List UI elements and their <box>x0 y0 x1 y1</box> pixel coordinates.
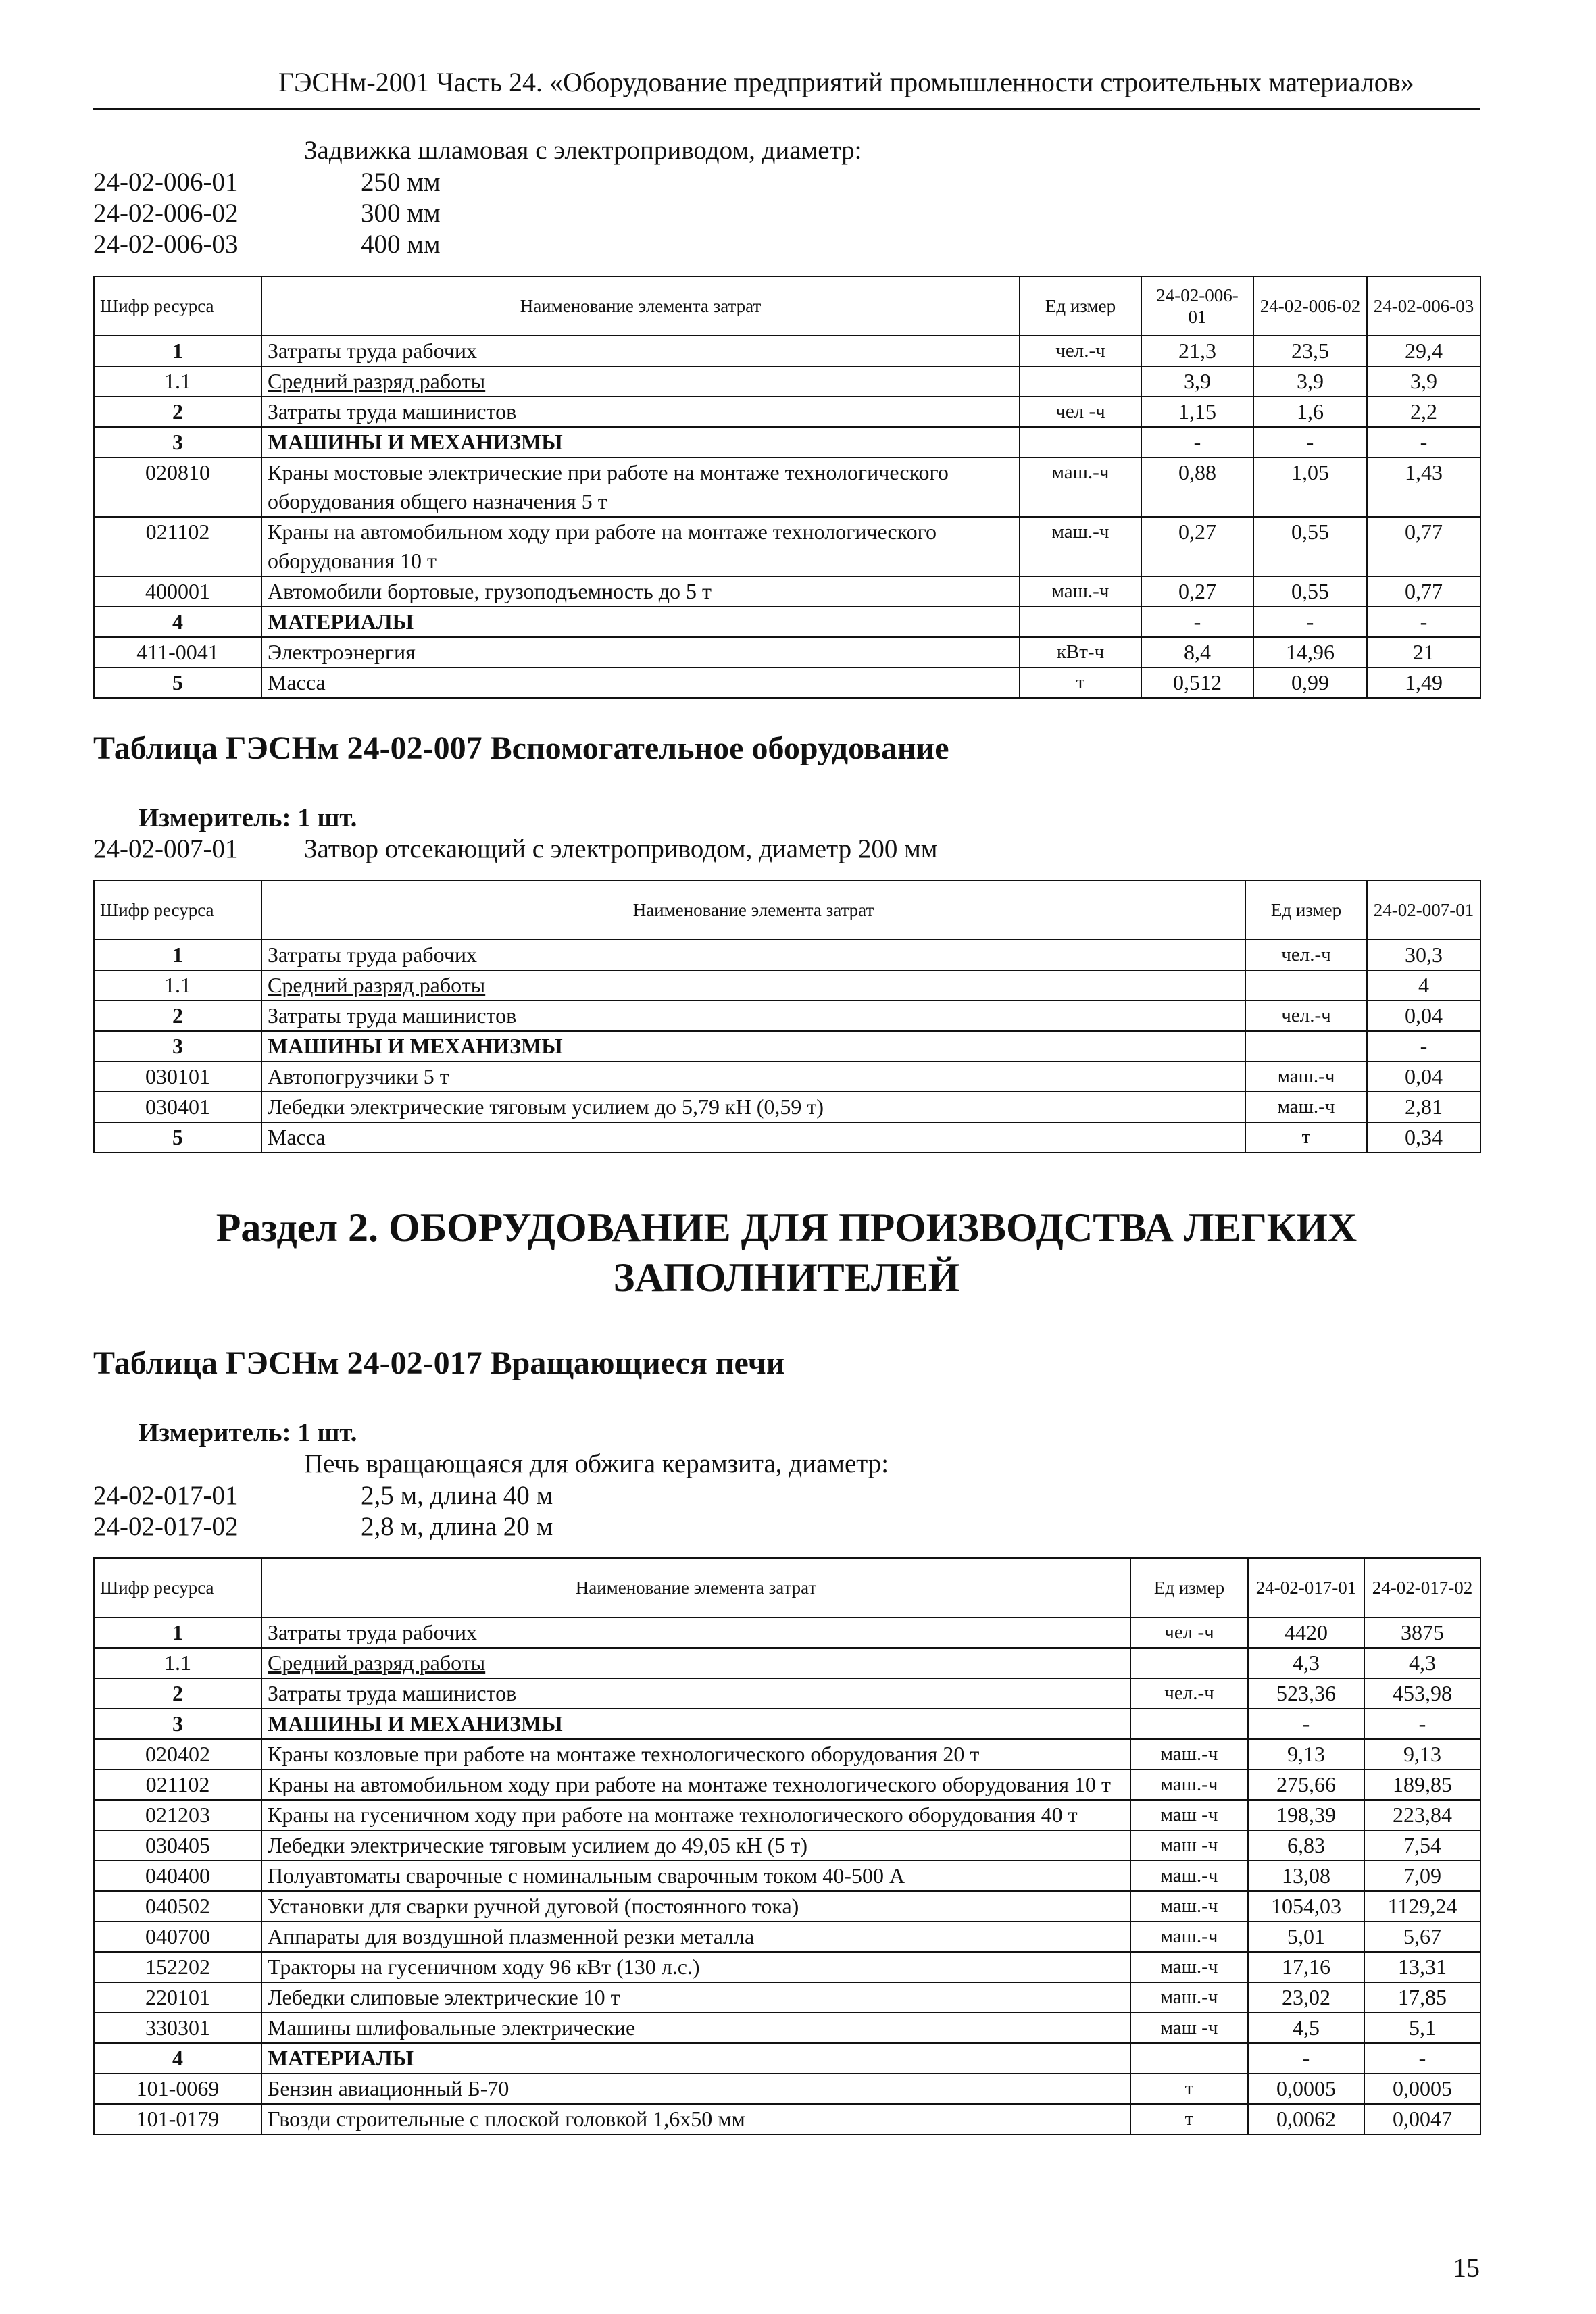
section-heading-line: ЗАПОЛНИТЕЛЕЙ <box>613 1255 960 1300</box>
cell-unit: чел -ч <box>1020 397 1141 427</box>
cell-value: 0,27 <box>1141 576 1253 607</box>
col-header-value: 24-02-017-01 <box>1248 1558 1364 1617</box>
col-header-value: 24-02-006-02 <box>1253 276 1367 336</box>
cell-name: Лебедки слиповые электрические 10 т <box>261 1982 1130 2013</box>
cell-code: 1 <box>94 336 261 366</box>
meter-value: 1 шт. <box>297 803 357 832</box>
cell-value: 23,02 <box>1248 1982 1364 2013</box>
cell-name: МАШИНЫ И МЕХАНИЗМЫ <box>261 427 1020 457</box>
cell-code: 330301 <box>94 2013 261 2043</box>
cell-name: Установки для сварки ручной дуговой (постоянного тока) <box>261 1891 1130 1921</box>
cell-value: 0,34 <box>1367 1122 1480 1153</box>
cell-value: 0,77 <box>1367 517 1480 576</box>
resource-table-1 <box>93 276 1481 699</box>
table2-item-code: 24-02-007-01 <box>93 834 239 863</box>
cell-code: 1 <box>94 1617 261 1648</box>
cell-unit <box>1130 1709 1248 1739</box>
table-row <box>94 576 1480 607</box>
col-header-value: 24-02-006-03 <box>1367 276 1480 336</box>
cell-name: Масса <box>261 668 1020 698</box>
cell-unit: маш -ч <box>1130 2013 1248 2043</box>
table-row <box>94 1952 1480 1982</box>
cell-value: 453,98 <box>1364 1678 1480 1709</box>
cell-value: 4,3 <box>1364 1648 1480 1678</box>
cell-code: 1.1 <box>94 970 261 1001</box>
meter-label: Измеритель: <box>139 803 291 832</box>
cell-value: 13,08 <box>1248 1861 1364 1891</box>
cell-value: - <box>1141 607 1253 637</box>
cell-value: 4,3 <box>1248 1648 1364 1678</box>
table3-code: 24-02-017-02 <box>93 1512 239 1541</box>
cell-name: Масса <box>261 1122 1245 1153</box>
cell-name: Машины шлифовальные электрические <box>261 2013 1130 2043</box>
table-row <box>94 397 1480 427</box>
cell-name: Затраты труда рабочих <box>261 336 1020 366</box>
table-row <box>94 1648 1480 1678</box>
block1-size: 250 мм <box>361 168 441 197</box>
cell-unit: маш.-ч <box>1130 1861 1248 1891</box>
block1-sizes <box>361 167 441 260</box>
cell-unit <box>1245 970 1367 1001</box>
cell-value: 1129,24 <box>1364 1891 1480 1921</box>
cell-value: - <box>1364 2043 1480 2073</box>
cell-unit: маш.-ч <box>1130 1769 1248 1800</box>
table2-title: Таблица ГЭСНм 24-02-007 Вспомогательное оборудование <box>93 730 949 766</box>
cell-unit: маш.-ч <box>1020 517 1141 576</box>
cell-code: 4 <box>94 2043 261 2073</box>
block1-code: 24-02-006-03 <box>93 230 239 259</box>
table-row <box>94 1122 1480 1153</box>
cell-value: 5,67 <box>1364 1921 1480 1952</box>
table-row <box>94 1800 1480 1830</box>
table-row <box>94 637 1480 668</box>
cell-value: 7,09 <box>1364 1861 1480 1891</box>
table-row <box>94 1031 1480 1061</box>
cell-name: Краны на гусеничном ходу при работе на монтаже технологического оборудования 40 т <box>261 1800 1130 1830</box>
cell-value: 1,49 <box>1367 668 1480 698</box>
col-header-code: Шифр ресурса <box>94 880 261 940</box>
cell-value: - <box>1253 607 1367 637</box>
cell-code: 5 <box>94 668 261 698</box>
cell-value: 1,6 <box>1253 397 1367 427</box>
cell-code: 4 <box>94 607 261 637</box>
cell-unit: маш -ч <box>1130 1830 1248 1861</box>
cell-code: 020810 <box>94 457 261 517</box>
cell-value: 1,43 <box>1367 457 1480 517</box>
cell-unit <box>1130 2043 1248 2073</box>
cell-code: 040502 <box>94 1891 261 1921</box>
table-row <box>94 1830 1480 1861</box>
cell-name: Средний разряд работы <box>261 366 1020 397</box>
cell-unit <box>1020 607 1141 637</box>
cell-name: Затраты труда машинистов <box>261 397 1020 427</box>
cell-code: 152202 <box>94 1952 261 1982</box>
cell-unit: кВт-ч <box>1020 637 1141 668</box>
col-header-name: Наименование элемента затрат <box>261 880 1245 940</box>
cell-code: 101-0069 <box>94 2073 261 2104</box>
table-row <box>94 1739 1480 1769</box>
table-row <box>94 1769 1480 1800</box>
cell-value: 0,0047 <box>1364 2104 1480 2134</box>
cell-value: - <box>1248 1709 1364 1739</box>
cell-unit <box>1020 427 1141 457</box>
cell-code: 030405 <box>94 1830 261 1861</box>
cell-value: 30,3 <box>1367 940 1480 970</box>
block1-size: 300 мм <box>361 199 441 228</box>
cell-code: 2 <box>94 1001 261 1031</box>
cell-unit: т <box>1020 668 1141 698</box>
section-heading <box>93 1203 1480 1303</box>
resource-table-2 <box>93 880 1481 1153</box>
cell-name: Краны на автомобильном ходу при работе на монтаже технологического оборудования 10 т <box>261 517 1020 576</box>
cell-name: Лебедки электрические тяговым усилием до 49,05 кН (5 т) <box>261 1830 1130 1861</box>
cell-unit: маш.-ч <box>1130 1982 1248 2013</box>
table3-code: 24-02-017-01 <box>93 1481 239 1510</box>
cell-code: 220101 <box>94 1982 261 2013</box>
cell-unit: чел.-ч <box>1020 336 1141 366</box>
table-row <box>94 1061 1480 1092</box>
cell-name: МАШИНЫ И МЕХАНИЗМЫ <box>261 1709 1130 1739</box>
cell-unit: чел.-ч <box>1245 1001 1367 1031</box>
cell-value: 189,85 <box>1364 1769 1480 1800</box>
table-row <box>94 2043 1480 2073</box>
cell-code: 1 <box>94 940 261 970</box>
cell-code: 2 <box>94 1678 261 1709</box>
cell-code: 5 <box>94 1122 261 1153</box>
table3-subtitle: Печь вращающаяся для обжига керамзита, диаметр: <box>304 1449 889 1478</box>
cell-value: - <box>1253 427 1367 457</box>
cell-unit: т <box>1130 2073 1248 2104</box>
cell-value: 7,54 <box>1364 1830 1480 1861</box>
cell-name: Затраты труда машинистов <box>261 1001 1245 1031</box>
table-row <box>94 607 1480 637</box>
running-header: ГЭСНм-2001 Часть 24. «Оборудование предприятий промышленности строительных материалов» <box>278 67 1414 97</box>
cell-value: 198,39 <box>1248 1800 1364 1830</box>
col-header-unit: Ед измер <box>1020 276 1141 336</box>
table-row <box>94 1709 1480 1739</box>
cell-name: Средний разряд работы <box>261 1648 1130 1678</box>
table-row <box>94 336 1480 366</box>
cell-unit: маш.-ч <box>1020 576 1141 607</box>
cell-code: 021102 <box>94 1769 261 1800</box>
cell-value: 3,9 <box>1141 366 1253 397</box>
cell-value: 223,84 <box>1364 1800 1480 1830</box>
cell-value: 1,05 <box>1253 457 1367 517</box>
cell-unit <box>1020 366 1141 397</box>
cell-unit: маш.-ч <box>1130 1739 1248 1769</box>
cell-name: Электроэнергия <box>261 637 1020 668</box>
cell-value: 21 <box>1367 637 1480 668</box>
cell-name: Средний разряд работы <box>261 970 1245 1001</box>
cell-unit: маш.-ч <box>1245 1092 1367 1122</box>
cell-code: 411-0041 <box>94 637 261 668</box>
cell-value: 3875 <box>1364 1617 1480 1648</box>
cell-code: 040700 <box>94 1921 261 1952</box>
cell-name: Затраты труда машинистов <box>261 1678 1130 1709</box>
col-header-unit: Ед измер <box>1245 880 1367 940</box>
cell-unit: маш -ч <box>1130 1800 1248 1830</box>
table3-size: 2,8 м, длина 20 м <box>361 1512 553 1541</box>
cell-value: 23,5 <box>1253 336 1367 366</box>
page-number: 15 <box>1453 2253 1480 2283</box>
cell-code: 3 <box>94 1031 261 1061</box>
table3-title: Таблица ГЭСНм 24-02-017 Вращающиеся печи <box>93 1345 785 1381</box>
table2-meter <box>139 803 357 834</box>
table-row <box>94 2013 1480 2043</box>
block1-title: Задвижка шламовая с электроприводом, диаметр: <box>304 136 862 165</box>
col-header-value: 24-02-007-01 <box>1367 880 1480 940</box>
table-row <box>94 1092 1480 1122</box>
cell-name: Краны мостовые электрические при работе на монтаже технологического оборудования общего назначения 5 т <box>261 457 1020 517</box>
col-header-name: Наименование элемента затрат <box>261 276 1020 336</box>
table3-size: 2,5 м, длина 40 м <box>361 1481 553 1510</box>
table3-sizes <box>361 1480 553 1542</box>
cell-value: 5,1 <box>1364 2013 1480 2043</box>
cell-name: Затраты труда рабочих <box>261 1617 1130 1648</box>
cell-code: 021102 <box>94 517 261 576</box>
cell-name: МАШИНЫ И МЕХАНИЗМЫ <box>261 1031 1245 1061</box>
cell-code: 2 <box>94 397 261 427</box>
table-row <box>94 366 1480 397</box>
table-row <box>94 2104 1480 2134</box>
cell-code: 020402 <box>94 1739 261 1769</box>
cell-value: 0,04 <box>1367 1061 1480 1092</box>
table-row <box>94 1678 1480 1709</box>
cell-name: Затраты труда рабочих <box>261 940 1245 970</box>
cell-value: 0,0005 <box>1248 2073 1364 2104</box>
cell-value: 1054,03 <box>1248 1891 1364 1921</box>
cell-code: 021203 <box>94 1800 261 1830</box>
cell-code: 101-0179 <box>94 2104 261 2134</box>
col-header-code: Шифр ресурса <box>94 1558 261 1617</box>
cell-value: 0,512 <box>1141 668 1253 698</box>
cell-name: МАТЕРИАЛЫ <box>261 607 1020 637</box>
cell-unit: маш.-ч <box>1020 457 1141 517</box>
cell-value: 9,13 <box>1364 1739 1480 1769</box>
col-header-value: 24-02-017-02 <box>1364 1558 1480 1617</box>
cell-name: Гвозди строительные с плоской головкой 1,6х50 мм <box>261 2104 1130 2134</box>
table-row <box>94 457 1480 517</box>
cell-value: 8,4 <box>1141 637 1253 668</box>
cell-value: 2,81 <box>1367 1092 1480 1122</box>
cell-unit: маш.-ч <box>1130 1921 1248 1952</box>
table-row <box>94 1861 1480 1891</box>
cell-value: 0,0005 <box>1364 2073 1480 2104</box>
table-row <box>94 1982 1480 2013</box>
cell-value: 0,55 <box>1253 576 1367 607</box>
cell-value: 0,04 <box>1367 1001 1480 1031</box>
cell-value: 0,55 <box>1253 517 1367 576</box>
cell-name: Автопогрузчики 5 т <box>261 1061 1245 1092</box>
cell-name: Автомобили бортовые, грузоподъемность до 5 т <box>261 576 1020 607</box>
cell-value: - <box>1364 1709 1480 1739</box>
resource-table-3 <box>93 1557 1481 2135</box>
cell-value: 14,96 <box>1253 637 1367 668</box>
cell-name: МАТЕРИАЛЫ <box>261 2043 1130 2073</box>
cell-value: - <box>1367 1031 1480 1061</box>
table-row <box>94 517 1480 576</box>
cell-value: 17,85 <box>1364 1982 1480 2013</box>
cell-value: 1,15 <box>1141 397 1253 427</box>
cell-value: 0,99 <box>1253 668 1367 698</box>
col-header-unit: Ед измер <box>1130 1558 1248 1617</box>
cell-value: - <box>1141 427 1253 457</box>
meter-value: 1 шт. <box>297 1418 357 1447</box>
cell-value: 5,01 <box>1248 1921 1364 1952</box>
cell-value: 3,9 <box>1367 366 1480 397</box>
cell-value: 3,9 <box>1253 366 1367 397</box>
cell-value: - <box>1248 2043 1364 2073</box>
table-row <box>94 1001 1480 1031</box>
col-header-name: Наименование элемента затрат <box>261 1558 1130 1617</box>
cell-value: 4 <box>1367 970 1480 1001</box>
cell-value: 275,66 <box>1248 1769 1364 1800</box>
table3-codes <box>93 1480 238 1542</box>
cell-value: 4420 <box>1248 1617 1364 1648</box>
col-header-code: Шифр ресурса <box>94 276 261 336</box>
table-row <box>94 940 1480 970</box>
cell-unit <box>1130 1648 1248 1678</box>
cell-value: 4,5 <box>1248 2013 1364 2043</box>
cell-code: 040400 <box>94 1861 261 1891</box>
cell-value: 13,31 <box>1364 1952 1480 1982</box>
table-row <box>94 970 1480 1001</box>
cell-code: 3 <box>94 1709 261 1739</box>
cell-value: 0,88 <box>1141 457 1253 517</box>
table-row <box>94 1891 1480 1921</box>
cell-unit: маш.-ч <box>1130 1891 1248 1921</box>
section-heading-line: Раздел 2. ОБОРУДОВАНИЕ ДЛЯ ПРОИЗВОДСТВА ЛЕГКИХ <box>216 1205 1357 1250</box>
block1-codes <box>93 167 238 260</box>
cell-value: 0,27 <box>1141 517 1253 576</box>
header-rule <box>93 108 1480 110</box>
cell-value: 21,3 <box>1141 336 1253 366</box>
table-row <box>94 2073 1480 2104</box>
cell-code: 400001 <box>94 576 261 607</box>
cell-name: Лебедки электрические тяговым усилием до 5,79 кН (0,59 т) <box>261 1092 1245 1122</box>
cell-value: 9,13 <box>1248 1739 1364 1769</box>
cell-unit: чел.-ч <box>1130 1678 1248 1709</box>
cell-value: 6,83 <box>1248 1830 1364 1861</box>
cell-value: 29,4 <box>1367 336 1480 366</box>
cell-unit: чел -ч <box>1130 1617 1248 1648</box>
cell-unit: т <box>1130 2104 1248 2134</box>
table2-item-name: Затвор отсекающий с электроприводом, диаметр 200 мм <box>304 834 938 863</box>
table-row <box>94 427 1480 457</box>
cell-value: - <box>1367 427 1480 457</box>
cell-unit: маш.-ч <box>1130 1952 1248 1982</box>
cell-code: 030101 <box>94 1061 261 1092</box>
cell-name: Полуавтоматы сварочные с номинальным сварочным током 40-500 А <box>261 1861 1130 1891</box>
cell-value: 523,36 <box>1248 1678 1364 1709</box>
cell-unit <box>1245 1031 1367 1061</box>
cell-value: 0,77 <box>1367 576 1480 607</box>
cell-name: Тракторы на гусеничном ходу 96 кВт (130 л.с.) <box>261 1952 1130 1982</box>
col-header-value: 24-02-006-01 <box>1141 276 1253 336</box>
cell-name: Бензин авиационный Б-70 <box>261 2073 1130 2104</box>
cell-unit: чел.-ч <box>1245 940 1367 970</box>
cell-value: 0,0062 <box>1248 2104 1364 2134</box>
cell-code: 1.1 <box>94 1648 261 1678</box>
cell-value: 2,2 <box>1367 397 1480 427</box>
table-row <box>94 1921 1480 1952</box>
cell-name: Краны козловые при работе на монтаже технологического оборудования 20 т <box>261 1739 1130 1769</box>
cell-code: 030401 <box>94 1092 261 1122</box>
table-row <box>94 1617 1480 1648</box>
cell-value: - <box>1367 607 1480 637</box>
table-row <box>94 668 1480 698</box>
block1-code: 24-02-006-01 <box>93 168 239 197</box>
cell-name: Аппараты для воздушной плазменной резки металла <box>261 1921 1130 1952</box>
meter-label: Измеритель: <box>139 1418 291 1447</box>
cell-code: 1.1 <box>94 366 261 397</box>
cell-name: Краны на автомобильном ходу при работе на монтаже технологического оборудования 10 т <box>261 1769 1130 1800</box>
block1-code: 24-02-006-02 <box>93 199 239 228</box>
table3-meter <box>139 1417 357 1449</box>
cell-value: 17,16 <box>1248 1952 1364 1982</box>
cell-code: 3 <box>94 427 261 457</box>
cell-unit: т <box>1245 1122 1367 1153</box>
cell-unit: маш.-ч <box>1245 1061 1367 1092</box>
block1-size: 400 мм <box>361 230 441 259</box>
